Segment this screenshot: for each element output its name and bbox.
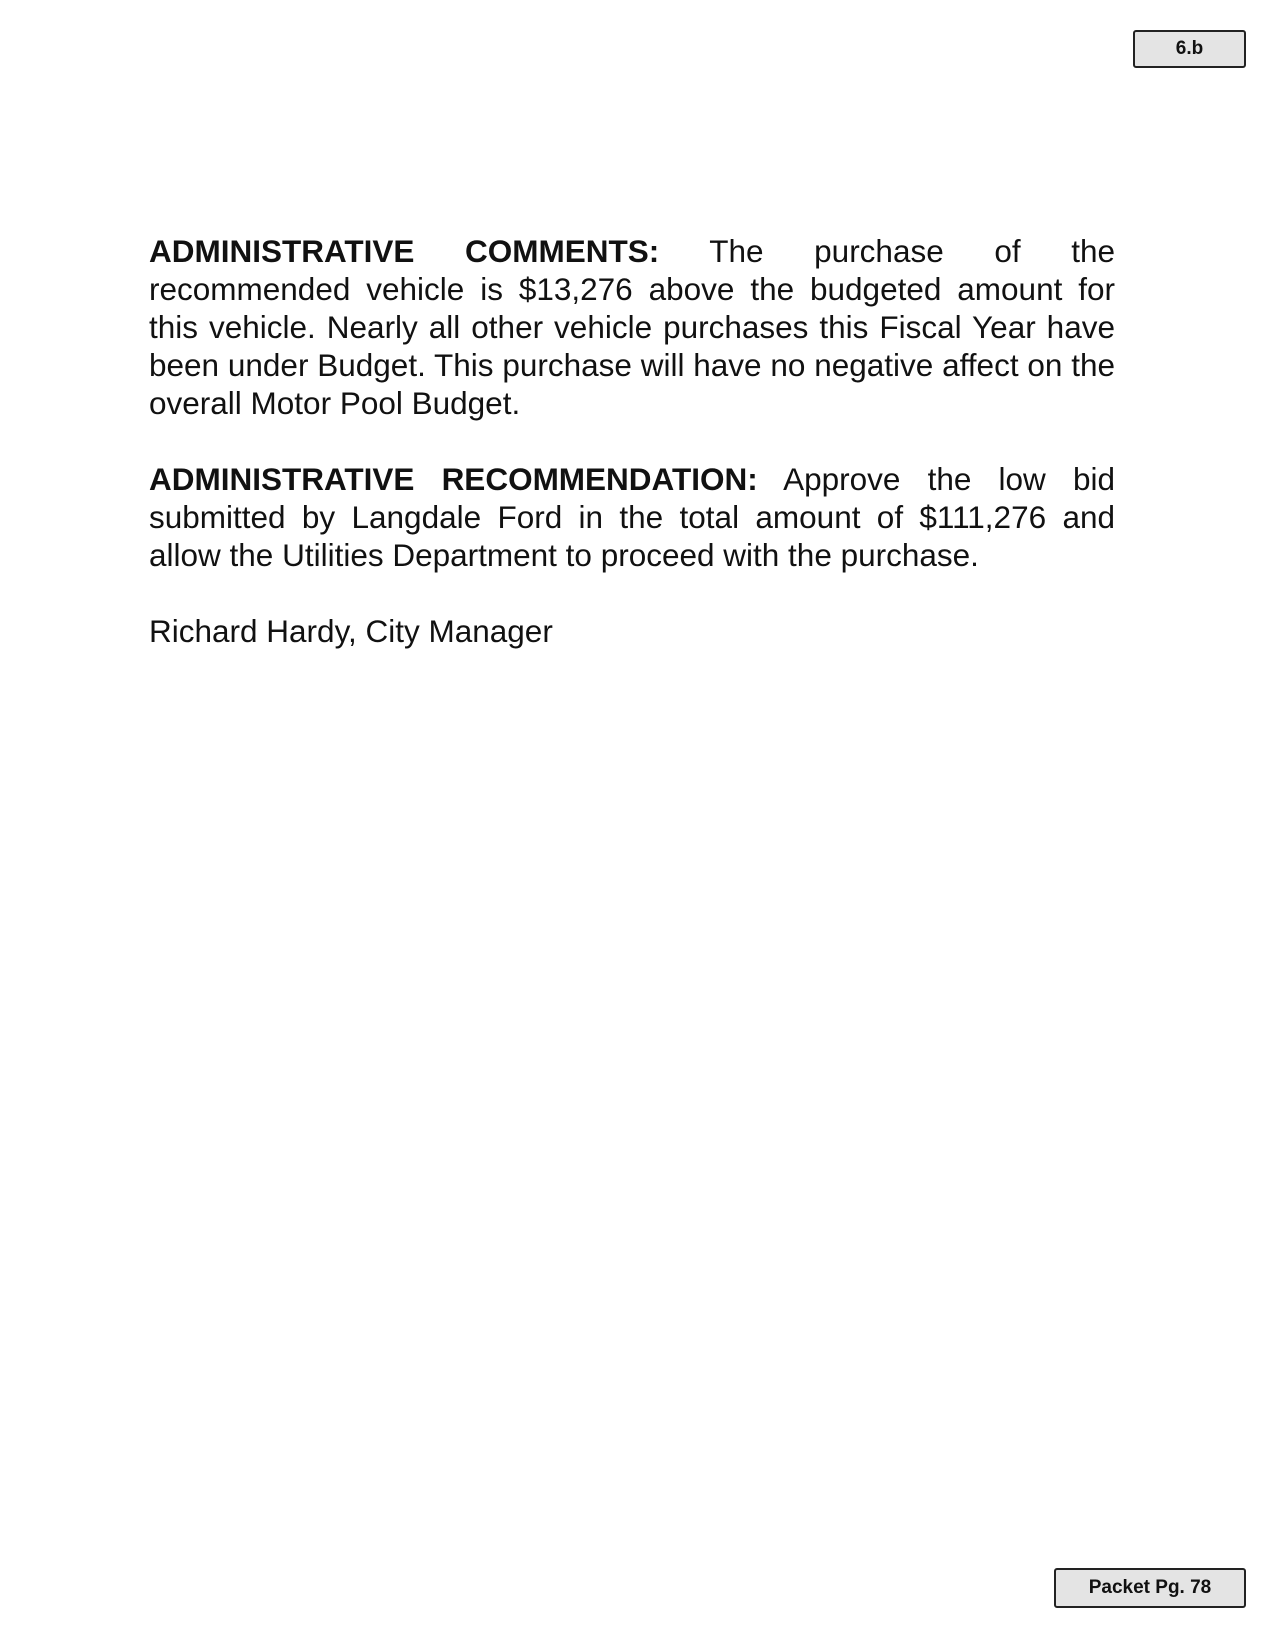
recommendation-label: ADMINISTRATIVE RECOMMENDATION: (149, 461, 758, 497)
item-number-badge: 6.b (1133, 30, 1246, 68)
recommendation-text: Approve the low bid submitted by Langdale Ford in the total amount of $111,276 and allow the Utilities Department to proceed with the purchase. (149, 461, 1115, 573)
memo-body (149, 232, 1115, 650)
administrative-recommendation (149, 460, 1115, 574)
comments-label: ADMINISTRATIVE COMMENTS: (149, 233, 660, 269)
packet-page-badge: Packet Pg. 78 (1054, 1568, 1246, 1608)
administrative-comments (149, 232, 1115, 422)
comments-text: The purchase of the recommended vehicle is $13,276 above the budgeted amount for this vehicle. Nearly all other vehicle purchases this Fiscal Year have been under Budget. This purchase will have no negative affect on the overall Motor Pool Budget. (149, 233, 1115, 421)
signature-line: Richard Hardy, City Manager (149, 613, 553, 649)
